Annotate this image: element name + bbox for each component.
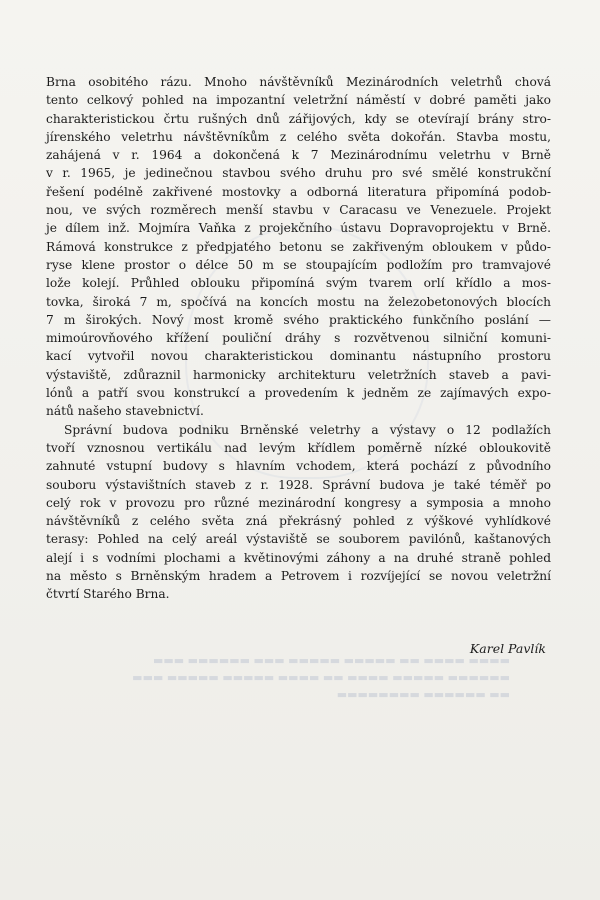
text-line: Brna osobitého rázu. Mnoho návštěvníků Mezinárodních veletrhů chová (46, 75, 551, 89)
text-line: mimoúrovňového křížení pouliční dráhy s rozvětvenou silniční komuni- (46, 331, 551, 346)
text-line: výstaviště, zdůraznil harmonicky architekturu veletržních staveb a pavi- (46, 367, 551, 382)
text-line: kací vytvořil novou charakteristickou dominantu nástupního prostoru (46, 349, 551, 364)
text-line: ryse klene prostor o délce 50 m se stoupajícím podložím pro tramvajové (46, 257, 551, 272)
paragraph (46, 421, 551, 604)
text-line: tovka, široká 7 m, spočívá na koncích mostu na železobetonových blocích (46, 294, 551, 309)
text-line: zahájená v r. 1964 a dokončená k 7 Mezinárodnímu veletrhu v Brně (46, 148, 551, 163)
text-line: návštěvníků z celého světa zná překrásný pohled z výškové vyhlídkové (46, 514, 551, 529)
text-line: Správní budova podniku Brněnské veletrhy a výstavy o 12 podlažích (64, 422, 551, 437)
text-line: nátů našeho stavebnictví. (46, 404, 204, 419)
text-line: čtvrtí Starého Brna. (46, 587, 170, 602)
text-line: řešení podélně zakřivené mostovky a odborná literatura připomíná podob- (46, 184, 551, 199)
body-text (46, 73, 551, 604)
text-line: lože kolejí. Průhled oblouku připomíná svým tvarem orlí křídlo a mos- (46, 276, 551, 291)
text-line: 7 m širokých. Nový most kromě svého praktického funkčního poslání — (46, 312, 551, 327)
text-line: nou, ve svých rozměrech menší stavbu v Caracasu ve Venezuele. Projekt (46, 203, 551, 218)
show-through-text: ▬▬▬▬ ▬▬▬▬ ▬▬ ▬▬▬▬▬ ▬▬▬▬▬ ▬▬▬ ▬▬▬▬▬▬ ▬▬▬ ▬▬▬▬▬▬ ▬▬▬▬▬ ▬▬▬▬ ▬▬ ▬▬▬▬ ▬▬▬▬▬ ▬▬▬▬▬ ▬▬▬ ▬▬ ▬▬▬▬▬▬ ▬▬▬▬▬▬▬▬ (132, 654, 510, 701)
text-line: je dílem inž. Mojmíra Vaňka z projekčního ústavu Dopravoprojektu v Brně. (46, 221, 551, 236)
text-line: terasy: Pohled na celý areál výstaviště se souborem pavilónů, kaštanových (46, 532, 551, 547)
text-line: Rámová konstrukce z předpjatého betonu se zakřiveným obloukem v půdo- (46, 239, 551, 254)
text-line: zahnuté vstupní budovy s hlavním vchodem, která pochází z původního (46, 459, 551, 474)
text-line: v r. 1965, je jedinečnou stavbou svého druhu pro své smělé konstrukční (46, 166, 551, 181)
author-signature: Karel Pavlík (469, 641, 546, 656)
text-line: na město s Brněnským hradem a Petrovem i rozvíjející se novou veletržní (46, 569, 551, 584)
text-line: tvoří vznosnou vertikálu nad levým křídlem poměrně nízké obloukovitě (46, 440, 551, 455)
text-line: alejí i s vodními plochami a květinovými záhony a na druhé straně pohled (46, 550, 551, 565)
text-line: souboru výstavištních staveb z r. 1928. Správní budova je také téměř po (46, 477, 551, 492)
text-line: lónů a patří svou konstrukcí a provedením k jedněm ze zajímavých expo- (46, 386, 551, 401)
text-line: tento celkový pohled na impozantní veletržní náměstí v dobré paměti jako (46, 93, 551, 108)
text-line: charakteristickou črtu rušných dnů zářijových, kdy se otevírají brány stro- (46, 111, 551, 126)
text-line: celý rok v provozu pro různé mezinárodní kongresy a symposia a mnoho (46, 495, 551, 510)
text-line: jírenského veletrhu návštěvníkům z celého světa dokořán. Stavba mostu, (46, 129, 551, 144)
paragraph (46, 73, 551, 421)
